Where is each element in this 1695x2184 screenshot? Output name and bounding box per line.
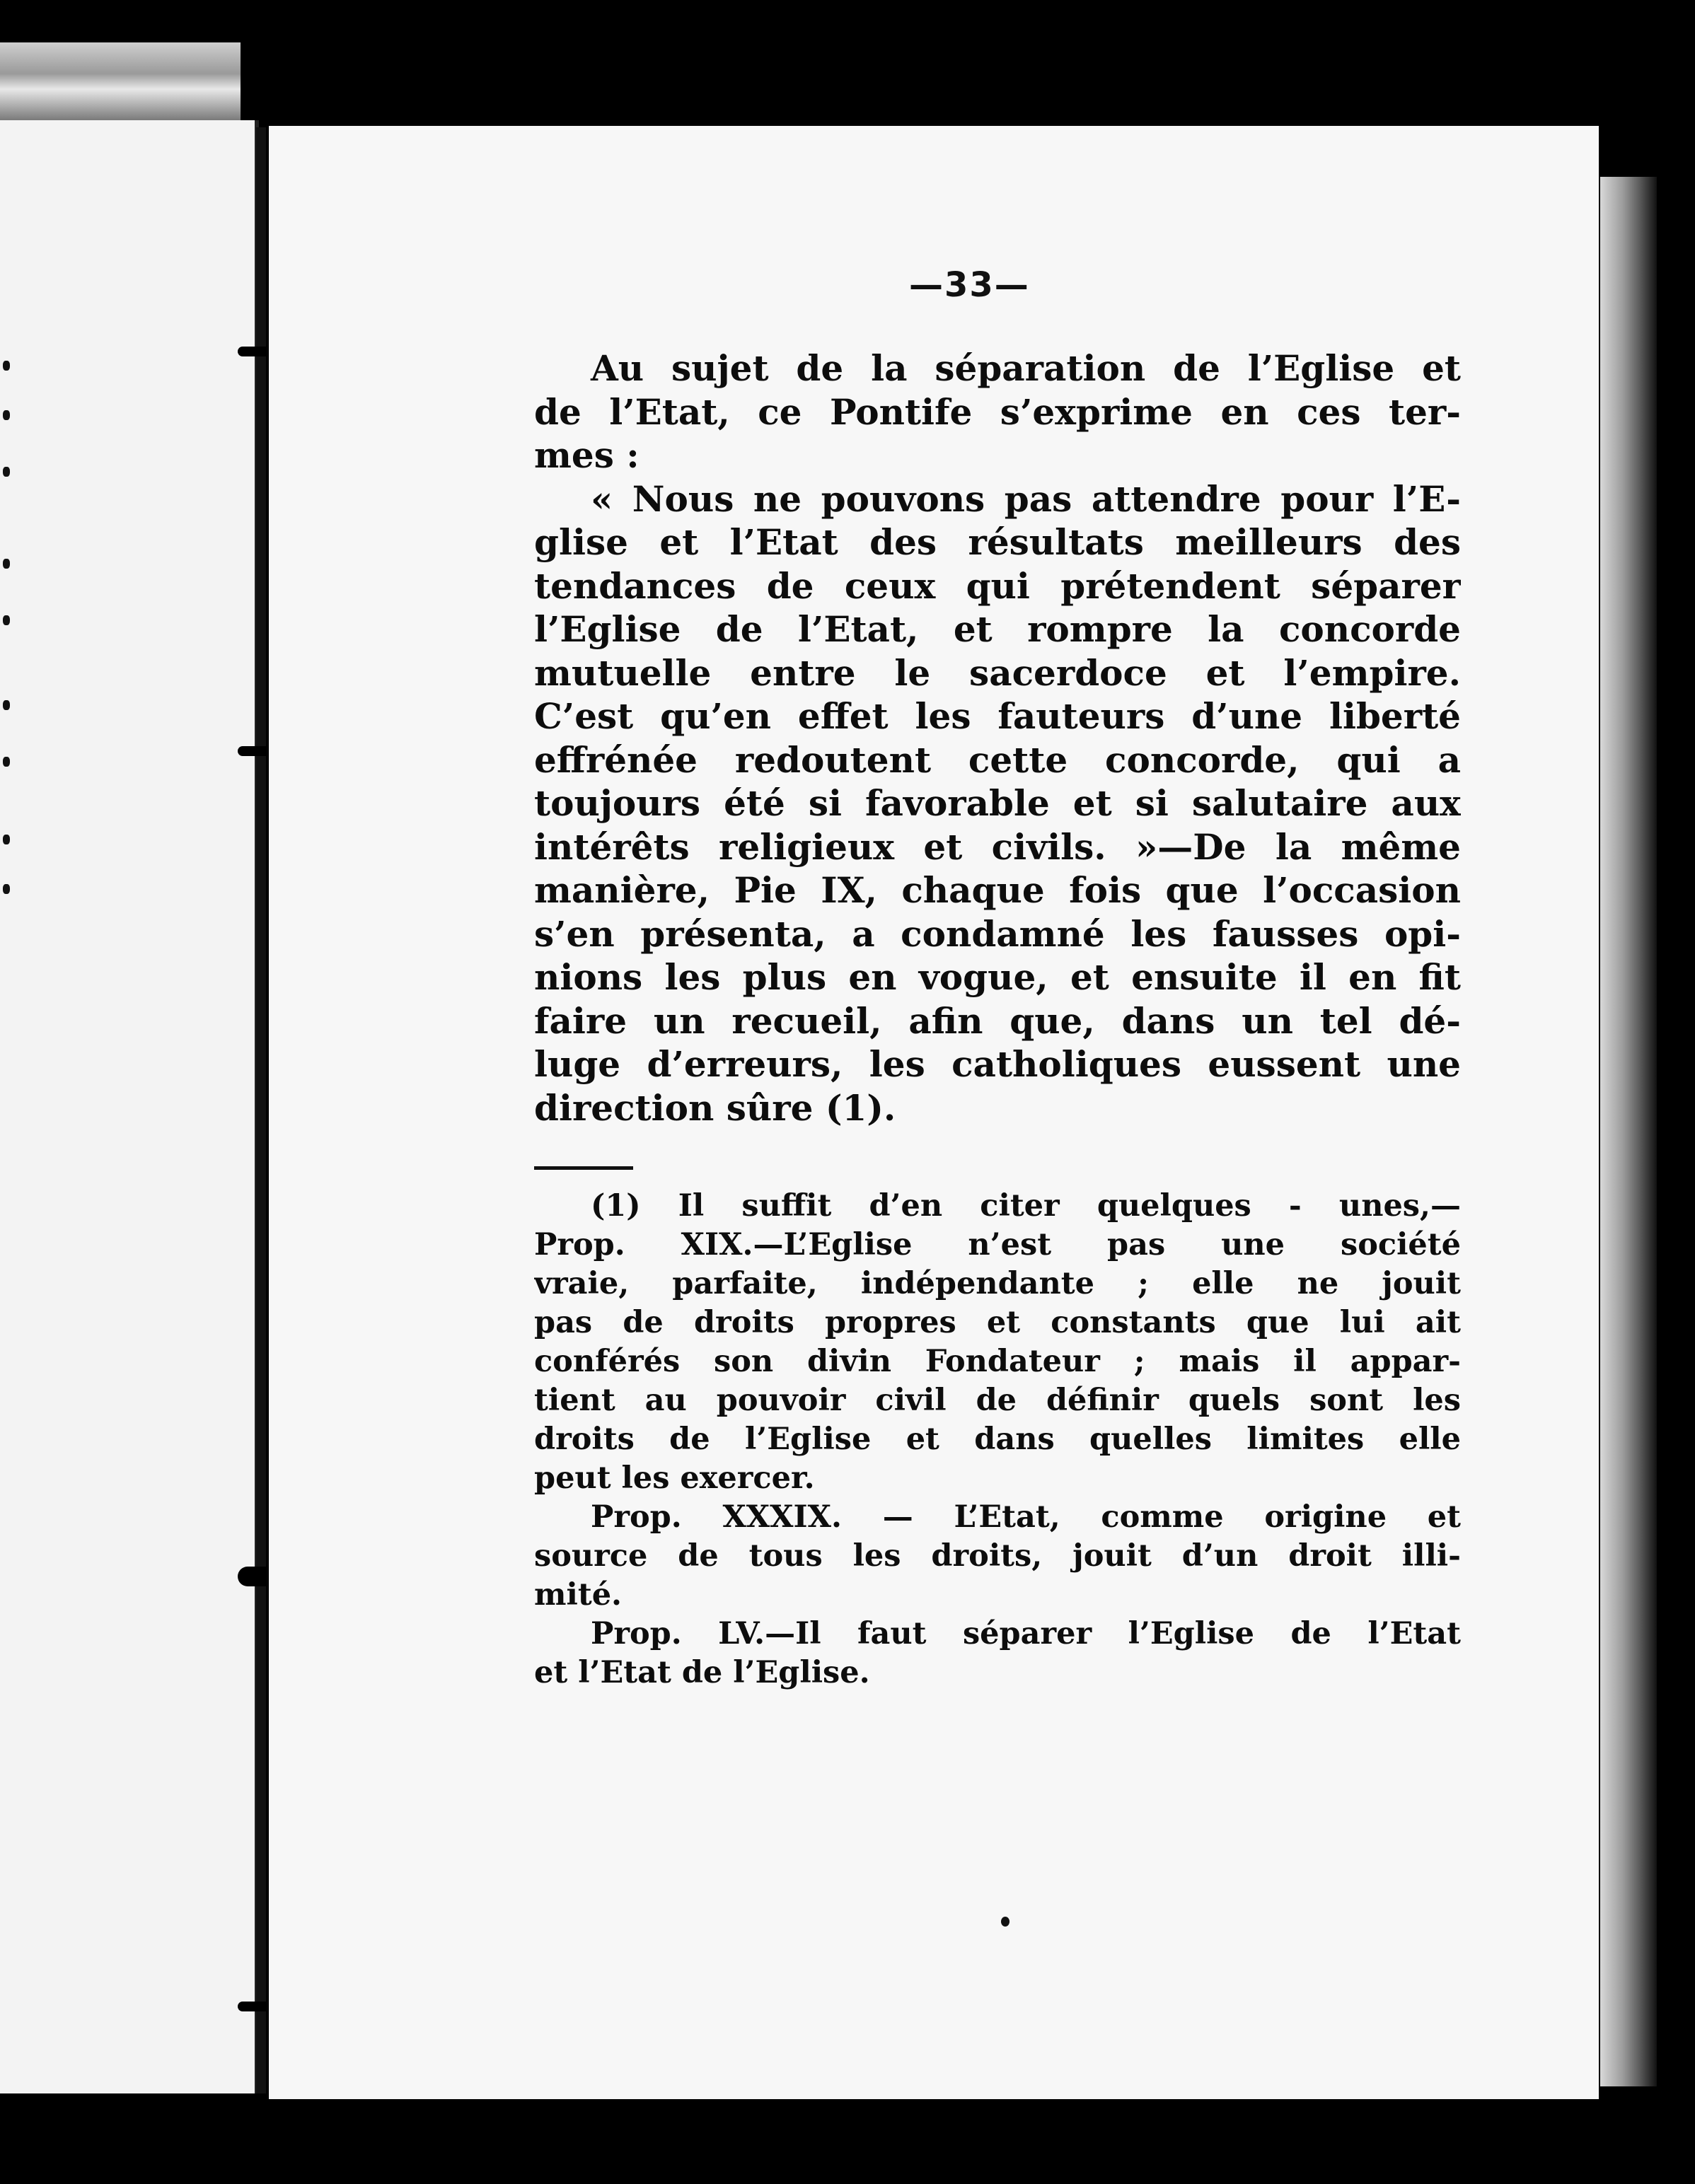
footnote-line: tient au pouvoir civil de définir quels sont les <box>534 1383 1461 1418</box>
text-line: nions les plus en vogue, et ensuite il en fit <box>534 956 1461 998</box>
text-line: mes : <box>534 434 640 476</box>
text-line: tendances de ceux qui prétendent séparer <box>534 564 1461 607</box>
footnote-line: source de tous les droits, jouit d’un droit illi- <box>534 1538 1461 1574</box>
ink-dot <box>1001 1917 1010 1927</box>
edge-mark <box>3 757 10 767</box>
text-line: glise et l’Etat des résultats meilleurs des <box>534 521 1461 563</box>
footnote-line: conférés son divin Fondateur ; mais il appar- <box>534 1344 1461 1379</box>
text-line: luge d’erreurs, les catholiques eussent une <box>534 1043 1461 1085</box>
text-line: effrénée redoutent cette concorde, qui a <box>534 738 1461 781</box>
footnote <box>534 1187 1461 1692</box>
book-top-edge <box>0 42 241 120</box>
footnote-line: droits de l’Eglise et dans quelles limites elle <box>534 1422 1461 1457</box>
text-line: s’en présenta, a condamné les fausses opi- <box>534 912 1461 955</box>
edge-mark <box>3 884 10 894</box>
text-line: manière, Pie IX, chaque fois que l’occasion <box>534 869 1461 911</box>
footnote-line: Prop. LV.—Il faut séparer l’Eglise de l’Etat <box>591 1616 1461 1651</box>
text-line: « Nous ne pouvons pas attendre pour l’E- <box>591 477 1461 520</box>
edge-mark <box>3 700 10 710</box>
text-line: Au sujet de la séparation de l’Eglise et <box>591 347 1461 389</box>
edge-mark <box>3 361 10 371</box>
edge-mark <box>3 410 10 420</box>
text-line: toujours été si favorable et si salutaire aux <box>534 782 1461 824</box>
footnote-line: mité. <box>534 1577 623 1613</box>
text-line: de l’Etat, ce Pontife s’exprime en ces ter- <box>534 390 1461 433</box>
page-text <box>534 347 1461 1692</box>
body-text <box>534 347 1461 1129</box>
text-line: l’Eglise de l’Etat, et rompre la concorde <box>534 608 1461 650</box>
footnote-line: peut les exercer. <box>534 1460 815 1496</box>
footnote-separator <box>534 1166 633 1170</box>
footnote-line: et l’Etat de l’Eglise. <box>534 1655 870 1690</box>
edge-mark <box>3 835 10 844</box>
text-line: mutuelle entre le sacerdoce et l’empire. <box>534 651 1461 694</box>
text-line: C’est qu’en effet les fauteurs d’une liberté <box>534 695 1461 737</box>
edge-mark <box>3 559 10 569</box>
page-number: —33— <box>909 265 1030 305</box>
footnote-line: Prop. XIX.—L’Eglise n’est pas une société <box>534 1227 1461 1262</box>
edge-mark <box>3 467 10 477</box>
text-line: faire un recueil, afin que, dans un tel dé- <box>534 999 1461 1042</box>
footnote-line: pas de droits propres et constants que lui ait <box>534 1305 1461 1340</box>
page-edge-shadow <box>1600 177 1657 2086</box>
footnote-line: (1) Il suffit d’en citer quelques - unes,— <box>591 1188 1461 1224</box>
left-facing-page <box>0 120 259 2093</box>
edge-mark <box>3 615 10 625</box>
book-spine <box>256 127 266 2093</box>
footnote-line: vraie, parfaite, indépendante ; elle ne jouit <box>534 1266 1461 1301</box>
text-line: direction sûre (1). <box>534 1086 896 1129</box>
text-line: intérêts religieux et civils. »—De la même <box>534 825 1461 868</box>
footnote-line: Prop. XXXIX. — L’Etat, comme origine et <box>591 1499 1461 1535</box>
left-page-edge-marks <box>0 120 21 2093</box>
